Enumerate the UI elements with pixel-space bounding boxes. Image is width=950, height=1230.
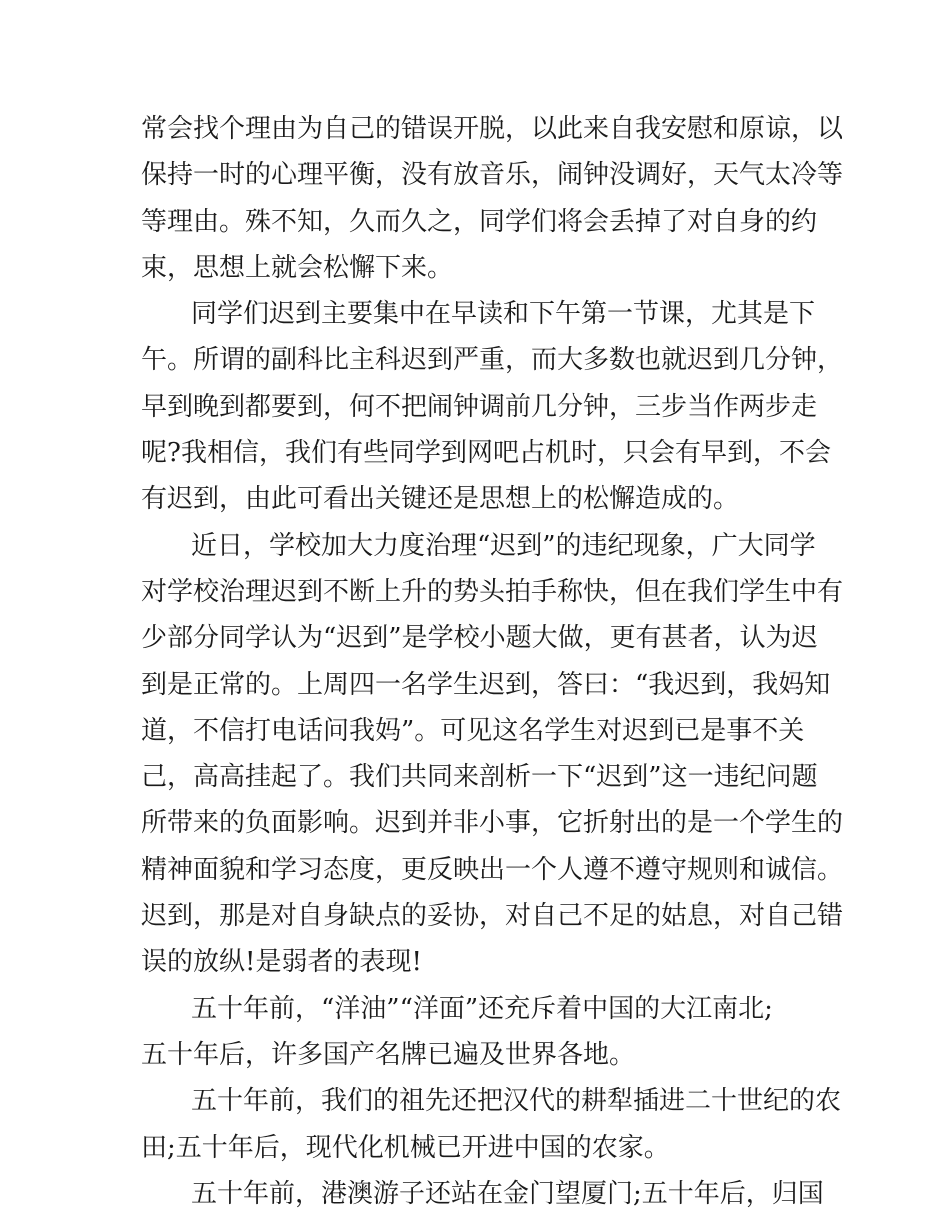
text-line: 道，不信打电话问我妈”。可见这名学生对迟到已是事不关	[141, 715, 805, 746]
text-line: 田;五十年后，现代化机械已开进中国的农家。	[141, 1132, 670, 1163]
text-line: 常会找个理由为自己的错误开脱，以此来自我安慰和原谅，以	[141, 114, 844, 144]
text-line: 近日，学校加大力度治理“迟到”的违纪现象，广大同学	[191, 530, 816, 561]
text-line: 早到晚到都要到，何不把闹钟调前几分钟，三步当作两步走	[141, 391, 818, 422]
text-line: 所带来的负面影响。迟到并非小事，它折射出的是一个学生的	[141, 808, 844, 839]
text-line: 五十年前，我们的祖先还把汉代的耕犁插进二十世纪的农	[191, 1086, 842, 1117]
text-line: 到是正常的。上周四一名学生迟到，答曰：“我迟到，我妈知	[141, 669, 831, 700]
text-line: 迟到，那是对自身缺点的妥协，对自己不足的姑息，对自己错	[141, 901, 844, 932]
paragraph	[141, 1171, 824, 1217]
paragraph	[141, 986, 813, 1079]
text-line: 五十年前，港澳游子还站在金门望厦门;五十年后，归国	[191, 1178, 824, 1209]
paragraph	[141, 523, 844, 986]
text-line: 保持一时的心理平衡，没有放音乐，闹钟没调好，天气太冷等	[141, 160, 844, 191]
text-line: 呢?我相信，我们有些同学到网吧占机时，只会有早到，不会	[141, 438, 831, 469]
text-line: 少部分同学认为“迟到”是学校小题大做，更有甚者，认为迟	[141, 623, 818, 654]
text-line: 对学校治理迟到不断上升的势头拍手称快，但在我们学生中有	[141, 576, 844, 607]
text-line: 有迟到，由此可看出关键还是思想上的松懈造成的。	[141, 484, 740, 515]
text-line: 等理由。殊不知，久而久之，同学们将会丢掉了对自身的约	[141, 206, 818, 237]
paragraph	[141, 106, 844, 291]
paragraph	[141, 291, 844, 522]
text-line: 五十年后，许多国产名牌已遍及世界各地。	[141, 1039, 636, 1070]
text-line: 五十年前，“洋油”“洋面”还充斥着中国的大江南北;	[191, 993, 773, 1024]
paragraph	[141, 1078, 842, 1171]
text-line: 精神面貌和学习态度，更反映出一个人遵不遵守规则和诚信。	[141, 854, 844, 885]
text-line: 午。所谓的副科比主科迟到严重，而大多数也就迟到几分钟，	[141, 345, 844, 376]
text-line: 误的放纵!是弱者的表现!	[141, 947, 422, 978]
document-body	[141, 106, 844, 1217]
text-line: 同学们迟到主要集中在早读和下午第一节课，尤其是下	[191, 299, 816, 330]
text-line: 己，高高挂起了。我们共同来剖析一下“迟到”这一违纪问题	[141, 762, 818, 793]
text-line: 束，思想上就会松懈下来。	[141, 252, 454, 283]
